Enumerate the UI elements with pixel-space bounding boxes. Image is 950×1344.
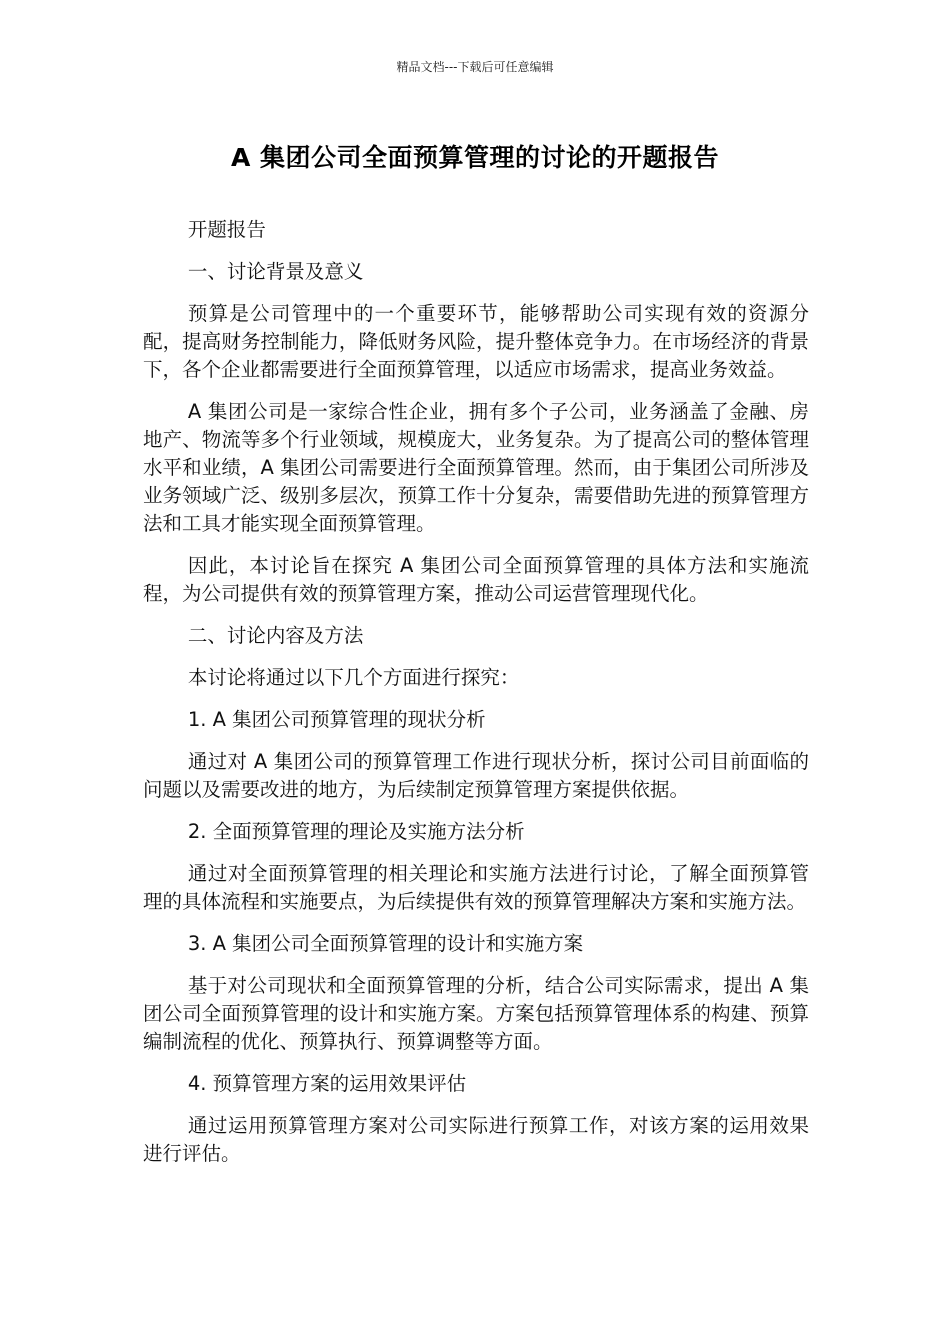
body-paragraph: 通过运用预算管理方案对公司实际进行预算工作，对该方案的运用效果进行评估。 [143, 1114, 809, 1165]
document-body [143, 216, 809, 1182]
section-heading: 一、讨论背景及意义 [187, 260, 364, 283]
body-paragraph: 因此，本讨论旨在探究 A 集团公司全面预算管理的具体方法和实施流程，为公司提供有效的预算管理方案，推动公司运营管理现代化。 [143, 554, 809, 605]
body-paragraph: 通过对 A 集团公司的预算管理工作进行现状分析，探讨公司目前面临的问题以及需要改进的地方，为后续制定预算管理方案提供依据。 [143, 750, 809, 801]
section-heading: 二、讨论内容及方法 [187, 624, 364, 647]
section-label: 开题报告 [187, 218, 266, 241]
subsection-heading: 4. 预算管理方案的运用效果评估 [187, 1072, 467, 1095]
body-paragraph: 通过对全面预算管理的相关理论和实施方法进行讨论，了解全面预算管理的具体流程和实施要点，为后续提供有效的预算管理解决方案和实施方法。 [143, 862, 809, 913]
body-paragraph: 预算是公司管理中的一个重要环节，能够帮助公司实现有效的资源分配，提高财务控制能力，降低财务风险，提升整体竞争力。在市场经济的背景下，各个企业都需要进行全面预算管理，以适应市场需求，提高业务效益。 [143, 302, 809, 381]
body-paragraph: A 集团公司是一家综合性企业，拥有多个子公司，业务涵盖了金融、房地产、物流等多个行业领域，规模庞大，业务复杂。为了提高公司的整体管理水平和业绩，A 集团公司需要进行全面预算管理。然而，由于集团公司所涉及业务领域广泛、级别多层次，预算工作十分复杂，需要借助先进的预算管理方法和工具才能实现全面预算管理。 [143, 400, 809, 535]
subsection-heading: 2. 全面预算管理的理论及实施方法分析 [187, 820, 525, 843]
header-note: 精品文档---下载后可任意编辑 [396, 60, 554, 74]
subsection-heading: 1. A 集团公司预算管理的现状分析 [187, 708, 486, 731]
body-paragraph: 基于对公司现状和全面预算管理的分析，结合公司实际需求，提出 A 集团公司全面预算管理的设计和实施方案。方案包括预算管理体系的构建、预算编制流程的优化、预算执行、预算调整等方面。 [143, 974, 809, 1053]
body-paragraph: 本讨论将通过以下几个方面进行探究： [187, 666, 520, 689]
document-title: A 集团公司全面预算管理的讨论的开题报告 [230, 143, 720, 172]
subsection-heading: 3. A 集团公司全面预算管理的设计和实施方案 [187, 932, 584, 955]
